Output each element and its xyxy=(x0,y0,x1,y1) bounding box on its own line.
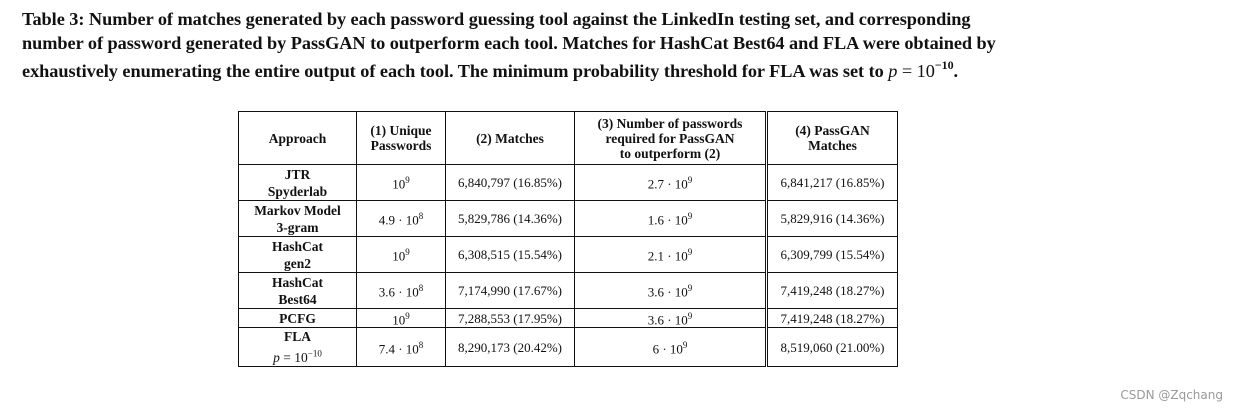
cell-approach xyxy=(239,237,357,273)
required-mantissa: 2.7 · xyxy=(647,176,675,192)
header-approach-label: Approach xyxy=(268,130,327,146)
cell-passgan-matches: 7,419,248 (18.27%) xyxy=(767,309,898,328)
caption-line-2: number of password generated by PassGAN to outperform each tool. Matches for HashCat Best64 and FLA were obtained by xyxy=(22,32,996,53)
required-base: 10 xyxy=(674,284,688,300)
approach-line-1: JTR xyxy=(284,166,311,182)
required-exponent: 9 xyxy=(687,175,693,186)
approach-line-2: 3-gram xyxy=(276,219,319,235)
cell-required-passwords xyxy=(575,165,767,201)
approach-line-1: Markov Model xyxy=(254,202,341,218)
table-row xyxy=(239,165,898,201)
cell-matches: 7,174,990 (17.67%) xyxy=(446,273,575,309)
cell-approach xyxy=(239,165,357,201)
results-table xyxy=(238,111,898,367)
cell-unique-passwords xyxy=(357,237,446,273)
cell-matches: 6,308,515 (15.54%) xyxy=(446,237,575,273)
approach-line-1: PCFG xyxy=(279,310,316,326)
unique-mantissa: 4.9 · xyxy=(378,212,406,228)
cell-passgan-matches: 8,519,060 (21.00%) xyxy=(767,328,898,367)
header-unique-passwords xyxy=(357,112,446,165)
approach-line-1: HashCat xyxy=(271,238,323,254)
caption-suffix: . xyxy=(953,61,959,82)
cell-unique-passwords xyxy=(357,273,446,309)
caption-math-exp: −10 xyxy=(934,58,954,72)
header-required-line-2: required for PassGAN xyxy=(605,130,735,146)
table-row xyxy=(239,201,898,237)
unique-base: 10 xyxy=(392,248,406,264)
required-base: 6 · 10 xyxy=(652,341,683,357)
header-matches xyxy=(446,112,575,165)
approach-math-exp: −10 xyxy=(307,348,322,359)
header-passgan-matches xyxy=(767,112,898,165)
table-row xyxy=(239,309,898,328)
header-approach xyxy=(239,112,357,165)
required-mantissa: 2.1 · xyxy=(647,248,675,264)
required-base: 10 xyxy=(674,312,688,328)
required-exponent: 9 xyxy=(687,311,693,321)
cell-passgan-matches: 6,841,217 (16.85%) xyxy=(767,165,898,201)
unique-exponent: 9 xyxy=(405,175,410,186)
unique-exponent: 8 xyxy=(418,339,424,350)
header-passgan-line-2: Matches xyxy=(808,138,857,153)
cell-required-passwords xyxy=(575,201,767,237)
approach-math-eq: = 10 xyxy=(279,349,308,365)
header-required-passwords xyxy=(575,112,767,165)
unique-base: 10 xyxy=(392,176,406,192)
cell-unique-passwords xyxy=(357,309,446,328)
caption-math-eq: = 10 xyxy=(897,61,935,82)
required-exponent: 9 xyxy=(687,247,693,258)
required-mantissa: 1.6 · xyxy=(647,212,675,228)
cell-unique-passwords xyxy=(357,328,446,367)
cell-matches: 7,288,553 (17.95%) xyxy=(446,309,575,328)
unique-exponent: 9 xyxy=(405,311,410,321)
cell-approach xyxy=(239,273,357,309)
caption-line-1: Table 3: Number of matches generated by each password guessing tool against the LinkedIn testing set, and corresponding xyxy=(22,9,971,29)
header-matches-label: (2) Matches xyxy=(476,130,544,146)
required-base: 10 xyxy=(674,212,688,228)
required-exponent: 9 xyxy=(687,283,693,294)
table-row xyxy=(239,328,898,367)
approach-line-2: Best64 xyxy=(278,291,317,307)
required-base: 10 xyxy=(674,176,688,192)
cell-passgan-matches: 7,419,248 (18.27%) xyxy=(767,273,898,309)
table-row xyxy=(239,237,898,273)
cell-required-passwords xyxy=(575,237,767,273)
required-base: 10 xyxy=(674,248,688,264)
header-required-line-1: (3) Number of passwords xyxy=(597,115,743,131)
required-mantissa: 3.6 · xyxy=(647,284,675,300)
unique-exponent: 8 xyxy=(418,283,424,294)
cell-matches: 5,829,786 (14.36%) xyxy=(446,201,575,237)
required-mantissa: 3.6 · xyxy=(647,312,675,328)
header-required-line-3: to outperform (2) xyxy=(619,145,721,161)
cell-matches: 6,840,797 (16.85%) xyxy=(446,165,575,201)
cell-required-passwords xyxy=(575,328,767,367)
required-exponent: 9 xyxy=(687,211,693,222)
table-caption xyxy=(22,8,1222,84)
cell-unique-passwords xyxy=(357,201,446,237)
header-unique-line-2: Passwords xyxy=(370,138,432,153)
caption-line-3 xyxy=(22,55,1222,84)
unique-base: 10 xyxy=(392,312,406,328)
required-exponent: 9 xyxy=(682,339,688,350)
cell-matches: 8,290,173 (20.42%) xyxy=(446,328,575,367)
unique-mantissa: 3.6 · xyxy=(378,284,406,300)
cell-required-passwords xyxy=(575,273,767,309)
cell-passgan-matches: 5,829,916 (14.36%) xyxy=(767,201,898,237)
approach-line-2: Spyderlab xyxy=(267,183,328,199)
cell-required-passwords xyxy=(575,309,767,328)
unique-base: 10 xyxy=(405,284,419,300)
unique-base: 10 xyxy=(405,341,419,357)
cell-approach xyxy=(239,309,357,328)
table-row xyxy=(239,273,898,309)
caption-math-p: p xyxy=(888,61,898,82)
cell-passgan-matches: 6,309,799 (15.54%) xyxy=(767,237,898,273)
approach-line-1: HashCat xyxy=(271,274,323,290)
header-passgan-line-1: (4) PassGAN xyxy=(795,123,870,138)
approach-line-1: FLA xyxy=(284,329,311,345)
cell-approach xyxy=(239,328,357,367)
cell-unique-passwords xyxy=(357,165,446,201)
unique-exponent: 9 xyxy=(405,247,410,258)
header-unique-line-1: (1) Unique xyxy=(370,123,432,138)
watermark: CSDN @Zqchang xyxy=(1120,388,1223,402)
unique-base: 10 xyxy=(405,212,419,228)
approach-math-p: p xyxy=(273,349,280,365)
caption-line-3-text: exhaustively enumerating the entire output of each tool. The minimum probability threshold for FLA was set to xyxy=(22,61,889,82)
approach-math xyxy=(273,350,322,365)
unique-mantissa: 7.4 · xyxy=(378,341,406,357)
table-header-row xyxy=(239,112,898,165)
cell-approach xyxy=(239,201,357,237)
unique-exponent: 8 xyxy=(418,211,424,222)
approach-line-2: gen2 xyxy=(284,255,311,271)
